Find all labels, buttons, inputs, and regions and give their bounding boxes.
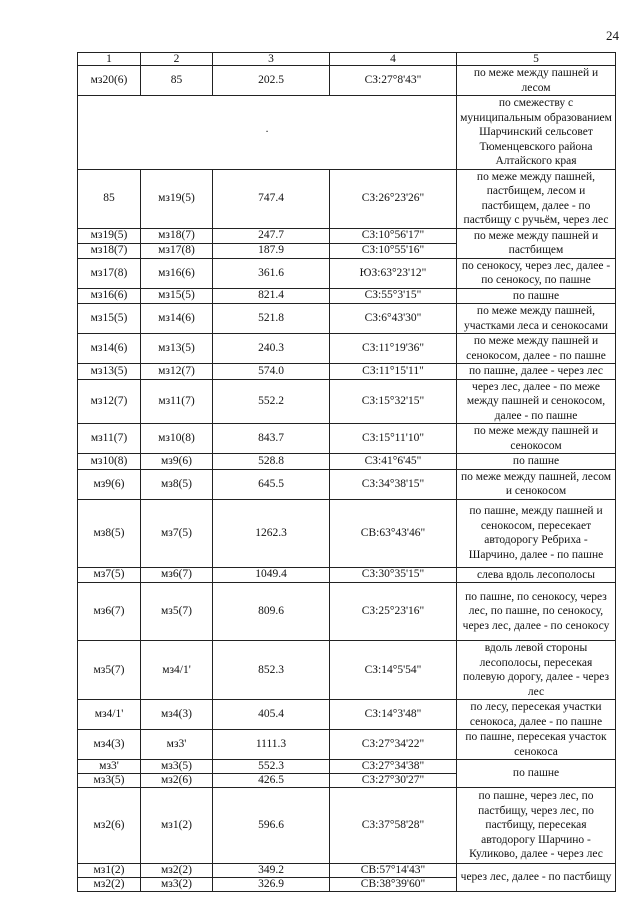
table-row xyxy=(78,641,616,700)
bearing-cell: СЗ:27°8'43" xyxy=(330,66,457,96)
table-row xyxy=(78,379,616,424)
length-cell: 240.3 xyxy=(213,334,330,364)
length-cell: 426.5 xyxy=(213,774,330,788)
to-point-cell: мз11(7) xyxy=(141,379,213,424)
length-cell: 552.2 xyxy=(213,379,330,424)
length-cell: 187.9 xyxy=(213,243,330,258)
length-cell: 574.0 xyxy=(213,364,330,380)
table-row xyxy=(78,304,616,334)
from-point-cell: мз10(8) xyxy=(78,454,141,470)
to-point-cell: мз16(6) xyxy=(141,258,213,288)
table-row xyxy=(78,424,616,454)
bearing-cell: СЗ:34°38'15" xyxy=(330,469,457,499)
merged-cell: · xyxy=(78,96,457,170)
length-cell: 821.4 xyxy=(213,288,330,304)
from-point-cell: мз19(5) xyxy=(78,228,141,243)
from-point-cell: мз3(5) xyxy=(78,774,141,788)
length-cell: 852.3 xyxy=(213,641,330,700)
description-cell: по пашне xyxy=(457,760,616,788)
bearing-cell: СЗ:14°3'48" xyxy=(330,700,457,730)
table-row xyxy=(78,469,616,499)
description-cell: через лес, далее - по пастбищу xyxy=(457,864,616,892)
from-point-cell: мз4/1' xyxy=(78,700,141,730)
bearing-cell: СЗ:11°15'11" xyxy=(330,364,457,380)
bearing-cell: СЗ:6°43'30" xyxy=(330,304,457,334)
description-cell: по меже между пашней и пастбищем xyxy=(457,228,616,258)
length-cell: 247.7 xyxy=(213,228,330,243)
table-row xyxy=(78,258,616,288)
from-point-cell: мз2(2) xyxy=(78,878,141,892)
description-cell: по сенокосу, через лес, далее - по сенокосу, по пашне xyxy=(457,258,616,288)
length-cell: 521.8 xyxy=(213,304,330,334)
table-row xyxy=(78,760,616,774)
bearing-cell: СЗ:15°11'10" xyxy=(330,424,457,454)
from-point-cell: мз18(7) xyxy=(78,243,141,258)
to-point-cell: мз2(6) xyxy=(141,774,213,788)
bearing-cell: СВ:57°14'43" xyxy=(330,864,457,878)
from-point-cell: мз8(5) xyxy=(78,499,141,567)
to-point-cell: мз13(5) xyxy=(141,334,213,364)
description-cell: по пашне xyxy=(457,454,616,470)
description-cell: по пашне, по сенокосу, через лес, по пашне, по сенокосу, через лес, далее - по сенокосу xyxy=(457,583,616,641)
length-cell: 747.4 xyxy=(213,169,330,228)
header-row xyxy=(78,53,616,66)
to-point-cell: мз2(2) xyxy=(141,864,213,878)
description-cell: по меже между пашней и сенокосом xyxy=(457,424,616,454)
from-point-cell: мз13(5) xyxy=(78,364,141,380)
length-cell: 1111.3 xyxy=(213,730,330,760)
from-point-cell: мз2(6) xyxy=(78,788,141,864)
to-point-cell: мз7(5) xyxy=(141,499,213,567)
from-point-cell: мз5(7) xyxy=(78,641,141,700)
length-cell: 843.7 xyxy=(213,424,330,454)
from-point-cell: мз17(8) xyxy=(78,258,141,288)
bearing-cell: СЗ:15°32'15" xyxy=(330,379,457,424)
table-row xyxy=(78,96,616,170)
to-point-cell: мз8(5) xyxy=(141,469,213,499)
table-row xyxy=(78,364,616,380)
from-point-cell: мз4(3) xyxy=(78,730,141,760)
length-cell: 528.8 xyxy=(213,454,330,470)
table-row xyxy=(78,864,616,878)
bearing-cell: СЗ:10°55'16" xyxy=(330,243,457,258)
length-cell: 405.4 xyxy=(213,700,330,730)
description-cell: по меже между пашней и сенокосом, далее - по пашне xyxy=(457,334,616,364)
table-row xyxy=(78,788,616,864)
bearing-cell: СЗ:30°35'15" xyxy=(330,567,457,583)
to-point-cell: мз1(2) xyxy=(141,788,213,864)
bearing-cell: СЗ:37°58'28" xyxy=(330,788,457,864)
to-point-cell: мз3(5) xyxy=(141,760,213,774)
length-cell: 326.9 xyxy=(213,878,330,892)
boundary-table xyxy=(77,52,616,892)
header-col-3: 3 xyxy=(213,53,330,66)
description-cell: по пашне, пересекая участок сенокоса xyxy=(457,730,616,760)
from-point-cell: 85 xyxy=(78,169,141,228)
to-point-cell: мз17(8) xyxy=(141,243,213,258)
bearing-cell: СЗ:27°30'27" xyxy=(330,774,457,788)
to-point-cell: мз18(7) xyxy=(141,228,213,243)
bearing-cell: СЗ:27°34'38" xyxy=(330,760,457,774)
bearing-cell: СВ:63°43'46" xyxy=(330,499,457,567)
from-point-cell: мз3' xyxy=(78,760,141,774)
length-cell: 645.5 xyxy=(213,469,330,499)
page-number: 24 xyxy=(606,28,619,43)
to-point-cell: мз19(5) xyxy=(141,169,213,228)
description-cell: по меже между пашней, лесом и сенокосом xyxy=(457,469,616,499)
bearing-cell: СЗ:14°5'54" xyxy=(330,641,457,700)
to-point-cell: мз9(6) xyxy=(141,454,213,470)
header-col-5: 5 xyxy=(457,53,616,66)
bearing-cell: СЗ:55°3'15" xyxy=(330,288,457,304)
table-row xyxy=(78,288,616,304)
length-cell: 809.6 xyxy=(213,583,330,641)
description-cell: по пашне xyxy=(457,288,616,304)
from-point-cell: мз7(5) xyxy=(78,567,141,583)
header-col-4: 4 xyxy=(330,53,457,66)
to-point-cell: мз15(5) xyxy=(141,288,213,304)
from-point-cell: мз16(6) xyxy=(78,288,141,304)
description-cell: по смежеству с муниципальным образованием Шарчинский сельсовет Тюменцевского района Алтайского края xyxy=(457,96,616,170)
bearing-cell: СЗ:10°56'17" xyxy=(330,228,457,243)
to-point-cell: мз3' xyxy=(141,730,213,760)
length-cell: 202.5 xyxy=(213,66,330,96)
description-cell: слева вдоль лесополосы xyxy=(457,567,616,583)
length-cell: 552.3 xyxy=(213,760,330,774)
table-row xyxy=(78,700,616,730)
description-cell: вдоль левой стороны лесополосы, пересекая полевую дорогу, далее - через лес xyxy=(457,641,616,700)
bearing-cell: СЗ:27°34'22" xyxy=(330,730,457,760)
length-cell: 1262.3 xyxy=(213,499,330,567)
from-point-cell: мз14(6) xyxy=(78,334,141,364)
table-row xyxy=(78,499,616,567)
from-point-cell: мз9(6) xyxy=(78,469,141,499)
description-cell: по меже между пашней, участками леса и сенокосами xyxy=(457,304,616,334)
table-row xyxy=(78,454,616,470)
bearing-cell: СЗ:41°6'45" xyxy=(330,454,457,470)
header-col-2: 2 xyxy=(141,53,213,66)
description-cell: по меже между пашней, пастбищем, лесом и пастбищем, далее - по пастбищу с ручьём, через лес xyxy=(457,169,616,228)
to-point-cell: мз5(7) xyxy=(141,583,213,641)
to-point-cell: 85 xyxy=(141,66,213,96)
from-point-cell: мз1(2) xyxy=(78,864,141,878)
to-point-cell: мз3(2) xyxy=(141,878,213,892)
from-point-cell: мз12(7) xyxy=(78,379,141,424)
to-point-cell: мз4(3) xyxy=(141,700,213,730)
bearing-cell: ЮЗ:63°23'12" xyxy=(330,258,457,288)
length-cell: 596.6 xyxy=(213,788,330,864)
length-cell: 1049.4 xyxy=(213,567,330,583)
from-point-cell: мз11(7) xyxy=(78,424,141,454)
description-cell: по лесу, пересекая участки сенокоса, далее - по пашне xyxy=(457,700,616,730)
to-point-cell: мз4/1' xyxy=(141,641,213,700)
table-row xyxy=(78,730,616,760)
table-row xyxy=(78,567,616,583)
from-point-cell: мз20(6) xyxy=(78,66,141,96)
to-point-cell: мз6(7) xyxy=(141,567,213,583)
from-point-cell: мз15(5) xyxy=(78,304,141,334)
table-row xyxy=(78,169,616,228)
description-cell: по пашне, между пашней и сенокосом, пересекает автодорогу Ребриха - Шарчино, далее - по пашне xyxy=(457,499,616,567)
table-row xyxy=(78,334,616,364)
to-point-cell: мз12(7) xyxy=(141,364,213,380)
to-point-cell: мз14(6) xyxy=(141,304,213,334)
length-cell: 361.6 xyxy=(213,258,330,288)
description-cell: по пашне, через лес, по пастбищу, через лес, по пастбищу, пересекая автодорогу Шарчино - Куликово, далее - через лес xyxy=(457,788,616,864)
table-row xyxy=(78,228,616,243)
to-point-cell: мз10(8) xyxy=(141,424,213,454)
from-point-cell: мз6(7) xyxy=(78,583,141,641)
table-row xyxy=(78,66,616,96)
bearing-cell: СЗ:26°23'26" xyxy=(330,169,457,228)
description-cell: по меже между пашней и лесом xyxy=(457,66,616,96)
bearing-cell: СВ:38°39'60" xyxy=(330,878,457,892)
bearing-cell: СЗ:25°23'16" xyxy=(330,583,457,641)
header-col-1: 1 xyxy=(78,53,141,66)
table-row xyxy=(78,583,616,641)
description-cell: через лес, далее - по меже между пашней и сенокосом, далее - по пашне xyxy=(457,379,616,424)
length-cell: 349.2 xyxy=(213,864,330,878)
description-cell: по пашне, далее - через лес xyxy=(457,364,616,380)
bearing-cell: СЗ:11°19'36" xyxy=(330,334,457,364)
